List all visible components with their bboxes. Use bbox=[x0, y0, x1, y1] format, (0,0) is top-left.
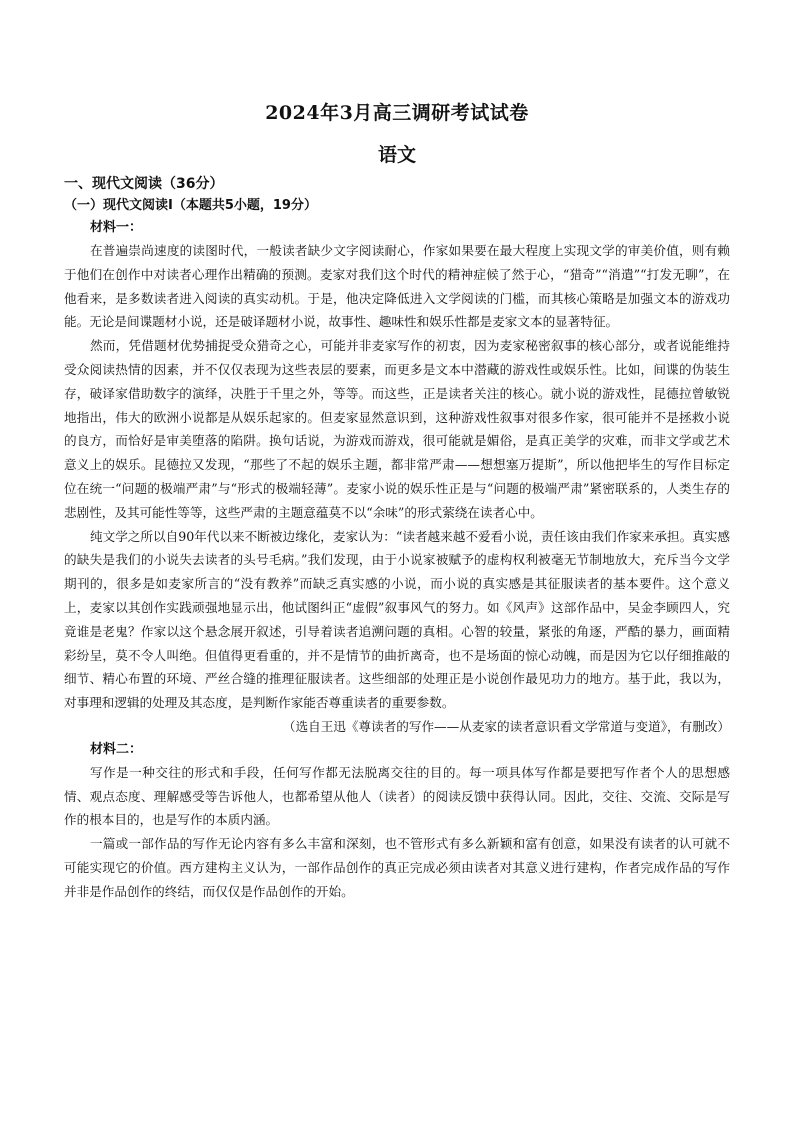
material-1-source: （选自王迅《尊读者的写作——从麦家的读者意识看文学常道与变道》，有删改） bbox=[282, 718, 730, 734]
material-2-label: 材料二： bbox=[90, 741, 143, 757]
material-1-label: 材料一： bbox=[90, 220, 143, 235]
material-1-paragraph-3: 纯文学之所以自90年代以来不断被边缘化，麦家认为：“读者越来越不爱看小说，责任该由我们作家来承担。真实感的缺失是我们的小说失去读者的头号毛病。”我们发现，由于小说家被赋予的虚构权利被毫无节制地放大，充斥当今文学期刊的，很多是如麦家所言的“没有教养”而缺乏真实感的小说，而小说的真实感是其征服读者的基本要件。这个意义上，麦家以其创作实践顽强地显示出，他试图纠正“虚假”叙事风气的努力。如《风声》这部作品中，吴金李顾四人，究竟谁是老鬼？作家以这个悬念展开叙述，引导着读者追溯问题的真相。心智的较量，紧张的角逐，严酷的暴力，画面精彩纷呈，莫不令人叫绝。但值得更看重的，并不是情节的曲折离奇，也不是场面的惊心动魄，而是因为它以仔细推敲的细节、精心布置的环境、严丝合缝的推理征服读者。这些细部的处理正是小说创作最见功力的地方。基于此，我以为，对事理和逻辑的处理及其态度，是判断作家能否尊重读者的重要参数。 bbox=[64, 528, 730, 711]
exam-title: 2024年3月高三调研考试试卷 bbox=[265, 102, 529, 124]
section-heading: 一、现代文阅读（36分） bbox=[64, 176, 224, 192]
sub-section-heading: （一）现代文阅读Ⅰ（本题共5小题，19分） bbox=[64, 198, 317, 213]
material-2-paragraph-1: 写作是一种交往的形式和手段，任何写作都无法脱离交往的目的。每一项具体写作都是要把写作者个人的思想感情、观点态度、理解感受等告诉他人，也都希望从他人（读者）的阅读反馈中获得认同。因此，交往、交流、交际是写作的根本目的，也是写作的本质内涵。 bbox=[64, 764, 730, 828]
exam-subject: 语文 bbox=[377, 144, 416, 166]
material-1-paragraph-1: 在普遍崇尚速度的读图时代，一般读者缺少文字阅读耐心，作家如果要在最大程度上实现文学的审美价值，则有赖于他们在创作中对读者心理作出精确的预测。麦家对我们这个时代的精神症候了然于心，“猎奇”“消遣”“打发无聊”，在他看来，是多数读者进入阅读的真实动机。于是，他决定降低进入文学阅读的门槛，而其核心策略是加强文本的游戏功能。无论是间谍题材小说，还是破译题材小说，故事性、趣味性和娱乐性都是麦家文本的显著特征。 bbox=[64, 243, 730, 330]
material-1-paragraph-2: 然而，凭借题材优势捕捉受众猎奇之心，可能并非麦家写作的初衷，因为麦家秘密叙事的核心部分，或者说能维持受众阅读热情的因素，并不仅仅表现为这些表层的要素，而更多是文本中潜藏的游戏性或娱乐性。比如，间谍的伪装生存，破译家借助数字的演绎，决胜于千里之外，等等。而这些，正是读者关注的核心。就小说的游戏性，昆德拉曾敏锐地指出，伟大的欧洲小说都是从娱乐起家的。但麦家显然意识到，这种游戏性叙事对很多作家，很可能并不是拯救小说的良方，而恰好是审美堕落的陷阱。换句话说，为游戏而游戏，很可能就是媚俗，是真正美学的灾难，而非文学或艺术意义上的娱乐。昆德拉又发现，“那些了不起的娱乐主题，都非常严肃——想想塞万提斯”，所以他把毕生的写作目标定位在统一“问题的极端严肃”与“形式的极端轻薄”。麦家小说的娱乐性正是与“问题的极端严肃”紧密联系的，人类生存的悲剧性，及其可能性等等，这些严肃的主题意蕴莫不以“余味”的形式萦绕在读者心中。 bbox=[64, 338, 730, 520]
material-2-paragraph-2: 一篇或一部作品的写作无论内容有多么丰富和深刻，也不管形式有多么新颖和富有创意，如果没有读者的认可就不可能实现它的价值。西方建构主义认为，一部作品创作的真正完成必须由读者对其意义进行建构，作者完成作品的写作并非是作品创作的终结，而仅仅是作品创作的开始。 bbox=[64, 836, 730, 899]
exam-content bbox=[64, 173, 730, 904]
